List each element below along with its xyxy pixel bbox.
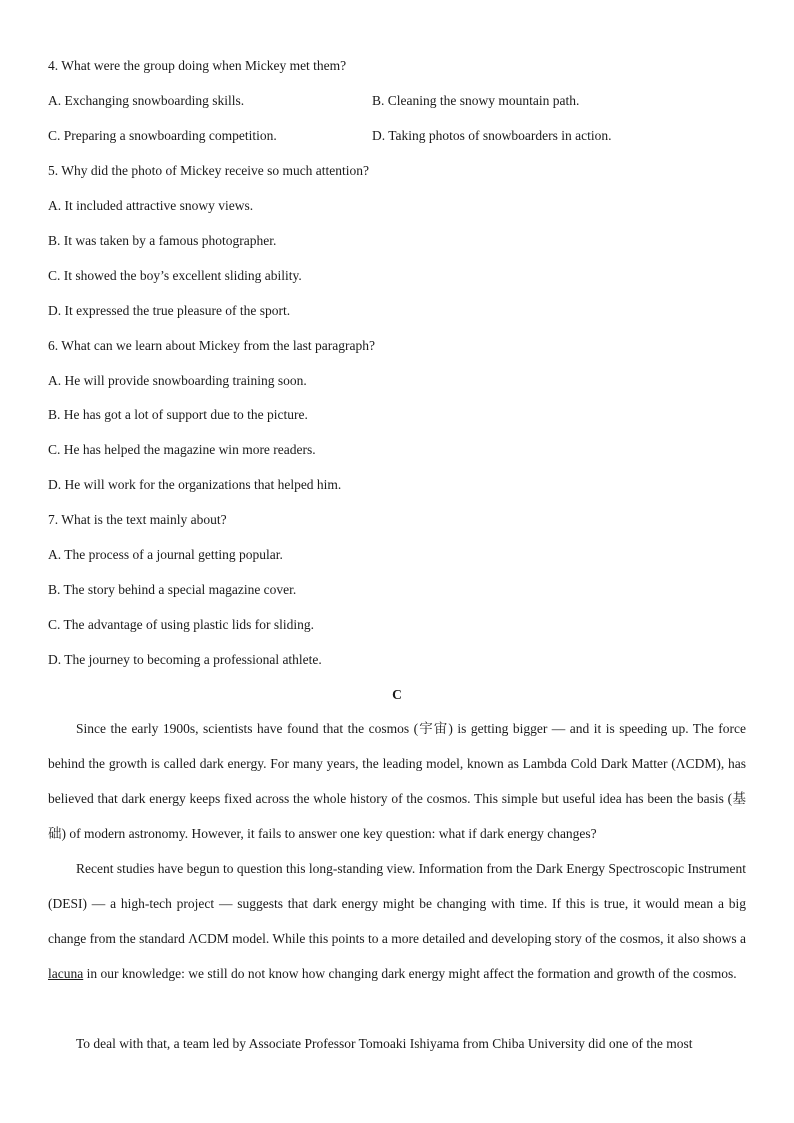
passage-paragraph-2-text-before: Recent studies have begun to question this long-standing view. Information from the Dark Energy Spectroscopic Instrument (DESI) — a high-tech project — suggests that dark energy might be changing with time. If this is true, it would mean a big change from the standard ΛCDM model. While this points to a more detailed and developing story of the cosmos, it also shows a <box>48 861 746 946</box>
question-4-option-d: D. Taking photos of snowboarders in action. <box>372 128 612 143</box>
question-6-stem: 6. What can we learn about Mickey from the last paragraph? <box>48 338 375 353</box>
question-7-option-d: D. The journey to becoming a professional athlete. <box>48 652 322 667</box>
question-5-option-b: B. It was taken by a famous photographer. <box>48 233 277 248</box>
question-5-option-c: C. It showed the boy’s excellent sliding ability. <box>48 268 302 283</box>
section-heading: C <box>392 687 402 702</box>
passage-paragraph-3: To deal with that, a team led by Associate Professor Tomoaki Ishiyama from Chiba University did one of the most <box>76 1036 693 1051</box>
passage-paragraph-2-text-after: in our knowledge: we still do not know how changing dark energy might affect the formation and growth of the cosmos. <box>83 966 737 981</box>
question-7-option-c: C. The advantage of using plastic lids for sliding. <box>48 617 314 632</box>
question-4-option-c: C. Preparing a snowboarding competition. <box>48 128 277 143</box>
question-5-option-a: A. It included attractive snowy views. <box>48 198 254 213</box>
question-4-option-a: A. Exchanging snowboarding skills. <box>48 93 245 108</box>
question-6-option-d: D. He will work for the organizations that helped him. <box>48 477 342 492</box>
question-5-stem: 5. Why did the photo of Mickey receive so much attention? <box>48 163 370 178</box>
question-6-option-c: C. He has helped the magazine win more readers. <box>48 442 316 457</box>
question-6-option-b: B. He has got a lot of support due to the picture. <box>48 407 308 422</box>
underlined-word-lacuna: lacuna <box>48 966 84 981</box>
question-7-option-a: A. The process of a journal getting popular. <box>48 547 283 562</box>
question-7-option-b: B. The story behind a special magazine cover. <box>48 582 297 597</box>
question-7-stem: 7. What is the text mainly about? <box>48 512 227 527</box>
question-5-option-d: D. It expressed the true pleasure of the sport. <box>48 303 291 318</box>
passage-paragraph-2 <box>48 851 746 991</box>
question-4-stem: 4. What were the group doing when Mickey met them? <box>48 58 347 73</box>
question-4-option-b: B. Cleaning the snowy mountain path. <box>372 93 580 108</box>
passage-paragraph-1: Since the early 1900s, scientists have found that the cosmos (宇宙) is getting bigger — and it is speeding up. The force behind the growth is called dark energy. For many years, the leading model, known as Lambda Cold Dark Matter (ΛCDM), has believed that dark energy keeps fixed across the whole history of the cosmos. This simple but useful idea has been the basis (基础) of modern astronomy. However, it fails to answer one key question: what if dark energy changes? <box>48 721 746 841</box>
question-6-option-a: A. He will provide snowboarding training soon. <box>48 373 307 388</box>
